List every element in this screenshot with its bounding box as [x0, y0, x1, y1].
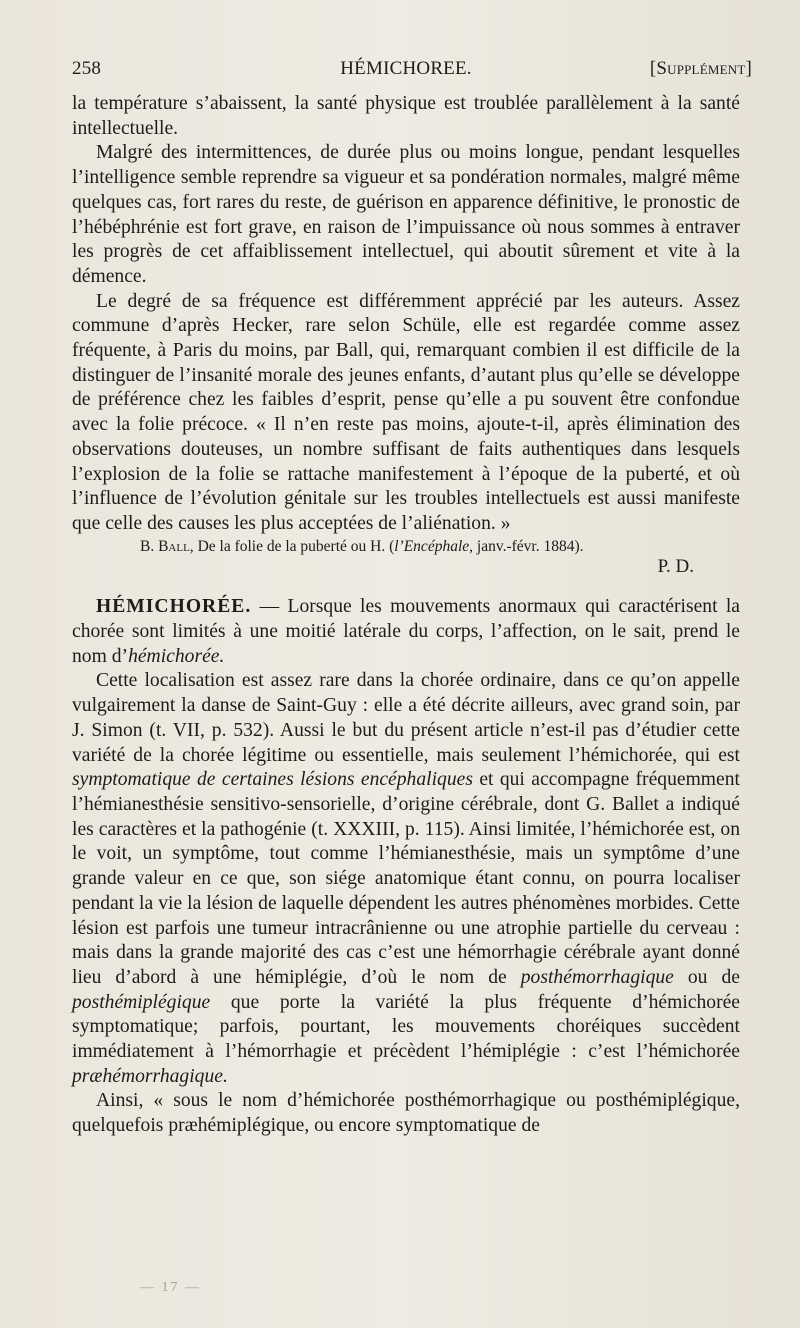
article-intro-text: — Lorsque les mouvements anormaux qui caractérisent la chorée sont limités à une moitié latérale du corps, l’affection, on le sait, prend le nom d’ — [72, 596, 740, 667]
article-paragraph-localisation — [72, 669, 740, 1089]
paragraph-continued: la température s’abaissent, la santé physique est troublée parallèlement à la santé intellectuelle. — [72, 93, 740, 139]
text-run: et qui accompagne fréquemment l’hémianesthésie sensitivo-sensorielle, d’origine cérébrale, dont G. Ballet a indiqué les caractères et la pathogénie (t. XXXIII, p. 115). Ainsi limitée, l’hémichorée est, on le voit, un symptôme, tout comme l’hémianesthésie, mais un symptôme d’une grande valeur en ce que, son siége anatomique étant connu, on pourra localiser pendant la vie la lésion de laquelle dépendent les autres phénomènes morbides. Cette lésion est parfois une tumeur intracrânienne ou une atrophie partielle du cerveau : mais dans la grande majorité des cas c’est une hémorrhagie cérébrale ayant donné lieu d’abord à une hémiplégie, d’où le nom de — [72, 769, 740, 988]
italic-run: posthémiplégique — [72, 991, 211, 1013]
article-intro — [72, 595, 740, 669]
italic-run: præhémorrhagique. — [72, 1065, 228, 1087]
article-heading: HÉMICHORÉE. — [96, 596, 252, 618]
bibliographic-reference — [72, 537, 740, 557]
reference-date: janv.-févr. 1884). — [473, 537, 584, 555]
paragraph-frequency: Le degré de sa fréquence est différemment apprécié par les auteurs. Assez commune d’après Hecker, rare selon Schüle, elle est regardée comme assez fréquente, à Paris du moins, par Ball, qui, remarquant combien il est difficile de la distinguer de l’insanité morale des jeunes enfants, d’autant plus qu’elle se développe de préférence chez les faibles d’esprit, pense qu’elle a pu souvent être confondue avec la folie précoce. « Il n’en reste pas moins, ajoute-t-il, après élimination des observations douteuses, un nombre suffisant de faits authentiques dans lesquels l’explosion de la folie se rattache manifestement à l’époque de la puberté, et où l’influence de l’évolution génitale sur les troubles intellectuels est aussi manifeste que celle des causes les plus acceptées de l’aliénation. » — [72, 290, 740, 534]
article-paragraph-continued: Ainsi, « sous le nom d’hémichorée posthémorrhagique ou posthémiplégique, quelquefois præhémiplégique, ou encore symptomatique de — [72, 1090, 740, 1137]
section-label: [Supplément] — [649, 58, 752, 79]
author-signature: P. D. — [657, 555, 694, 577]
signature-mark: — 17 — — [140, 1280, 201, 1295]
page-number: 258 — [72, 58, 102, 79]
reference-title: De la folie de la puberté ou H. ( — [193, 537, 395, 555]
page-body — [72, 92, 740, 1139]
running-header — [72, 58, 752, 86]
article-term: hémichorée. — [128, 645, 225, 667]
text-run: Cette localisation est assez rare dans la chorée ordinaire, dans ce qu’on appelle vulgairement la danse de Saint-Guy : elle a été décrite ailleurs, avec grand soin, par J. Simon (t. VII, p. 532). Aussi le but du présent article n’est-il pas d’étudier cette variété de la chorée légitime ou essentielle, mais seulement l’hémichorée, qui est — [72, 670, 740, 766]
reference-author: B. Ball, — [140, 537, 194, 555]
italic-run: posthémorrhagique — [520, 966, 674, 988]
text-run: ou de — [673, 966, 740, 988]
reference-journal: l’Encéphale, — [394, 537, 474, 555]
paragraph-prognosis: Malgré des intermittences, de durée plus ou moins longue, pendant lesquelles l’intelligence semble reprendre sa vigueur et sa pondération normales, malgré même quelques cas, fort rares du reste, de guérison en apparence définitive, le pronostic de l’hébéphrénie est fort grave, en raison de l’impuissance où nous sommes à entraver les progrès de cet affaiblissement intellectuel, qui aboutit sûrement et vite à la démence. — [72, 142, 740, 287]
running-title: HÉMICHOREE. — [340, 58, 472, 79]
italic-run: symptomatique de certaines lésions encéphaliques — [72, 769, 473, 791]
text-run: que porte la variété la plus fréquente d’hémichorée symptomatique; parfois, pourtant, les mouvements choréiques succèdent immédiatement à l’hémorrhagie et précèdent l’hémiplégie : c’est l’hémichorée — [72, 991, 740, 1063]
